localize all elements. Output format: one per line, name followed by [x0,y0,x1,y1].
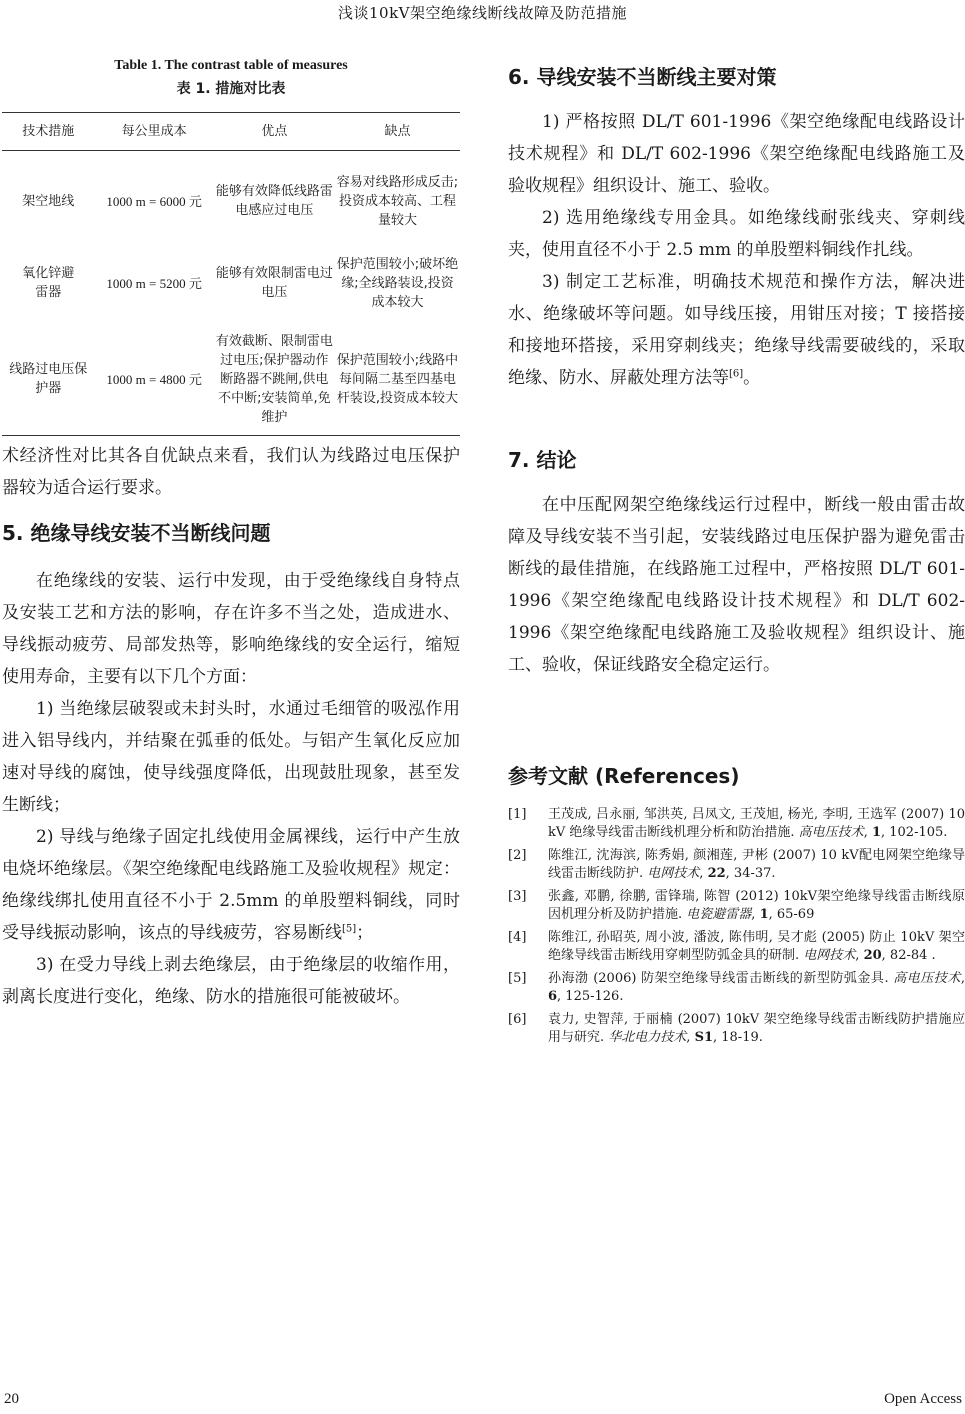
cell-cons: 保护范围较小;破坏绝缘;全线路装设,投资成本较大 [336,256,459,310]
reference-list [508,806,965,1052]
section-6-body [508,106,965,394]
reference-journal: 电瓷避雷器 [686,907,752,922]
reference-journal: 高电压技术 [798,825,864,840]
section-6-item-3-text: 3) 制定工艺标准，明确技术规范和操作方法，解决进水、绝缘破坏等问题。如导线压接，用钳压对接；T 接搭接和接地环搭接，采用穿刺线夹；绝缘导线需要破线的，采取绝缘、防水、屏蔽处理方法等 [508,272,965,388]
cell-cost: 1000 m = 5200 元 [106,275,202,291]
cell-cons: 保护范围较小;线路中每间隔二基至四基电杆装设,投资成本较大 [335,323,460,436]
reference-volume: 1 [759,907,769,922]
reference-volume: 1 [871,825,881,840]
reference-authors: 袁力, 史智萍, 于丽楠 (2007) 10kV 架空绝缘导线雷击断线防护措施应用与研究. [548,1012,965,1045]
continued-paragraph: 术经济性对比其各自优缺点来看，我们认为线路过电压保护器较为适合运行要求。 [2,446,460,498]
cell-measure: 架空地线 [22,193,75,209]
reference-authors: 张鑫, 邓鹏, 徐鹏, 雷锋瑞, 陈智 (2012) 10kV架空绝缘导线雷击断线原因机理分析及防护措施. [548,889,965,922]
references-heading: 参考文献 (References) [508,764,740,788]
section-5-body [2,565,460,1013]
cell-cons: 容易对线路形成反击;投资成本较高、工程量较大 [336,174,459,228]
section-5-item-3: 3) 在受力导线上剥去绝缘层，由于绝缘层的收缩作用，剥离长度进行变化，绝缘、防水的措施很可能被破坏。 [2,955,460,1007]
reference-pages: , 34-37. [725,866,776,881]
table-caption-zh: 表 1. 措施对比表 [176,81,286,97]
reference-item [508,929,965,965]
section-6-item-3-end: 。 [743,368,761,388]
reference-number: [5] [508,971,527,986]
cell-measure: 氧化锌避雷器 [22,266,75,300]
publisher-label: Open Access [884,1391,962,1407]
reference-text: 张鑫, 邓鹏, 徐鹏, 雷锋瑞, 陈智 (2012) 10kV架空绝缘导线雷击断线原因机理分析及防护措施. 电瓷避雷器, 1, 65-69 [548,889,965,922]
reference-volume: 6 [548,989,558,1004]
reference-text: 孙海渤 (2006) 防架空绝缘导线雷击断线的新型防弧金具. 高电压技术, 6, 125-126. [548,971,965,1004]
col-header-measure: 技术措施 [2,113,94,151]
reference-item [508,888,965,924]
reference-volume: 20 [863,948,882,963]
reference-text: 陈维江, 孙昭英, 周小波, 潘波, 陈伟明, 吴才彪 (2005) 防止 10kV 架空绝缘导线雷击断线用穿刺型防弧金具的研制. 电网技术, 20, 82-84 . [548,930,965,963]
section-5-item-2-text: 2) 导线与绝缘子固定扎线使用金属裸线，运行中产生放电烧坏绝缘层。《架空绝缘配电线路施工及验收规程》规定：绝缘线绑扎使用直径不小于 2.5mm 的单股塑料铜线，同时受导线振动影响，该点的导线疲劳，容易断线 [2,827,460,943]
section-6-item-2: 2) 选用绝缘线专用金具。如绝缘线耐张线夹、穿刺线夹，使用直径不小于 2.5 mm 的单股塑料铜线作扎线。 [508,208,965,260]
section-5-item-2 [2,821,460,949]
reference-pages: , 82-84 . [881,948,936,963]
reference-authors: 陈维江, 沈海滨, 陈秀娟, 颜湘莲, 尹彬 (2007) 10 kV配电网架空绝缘导线雷击断线防护. [548,848,965,881]
reference-journal: 高电压技术 [893,971,961,986]
cell-pros: 能够有效降低线路雷电感应过电压 [215,184,333,218]
reference-number: [4] [508,930,527,945]
reference-text: 陈维江, 沈海滨, 陈秀娟, 颜湘莲, 尹彬 (2007) 10 kV配电网架空绝缘导线雷击断线防护. 电网技术, 22, 34-37. [548,848,965,881]
table-row [2,243,460,323]
reference-journal: 电网技术 [803,948,856,963]
reference-item [508,847,965,883]
reference-journal: 华北电力技术 [608,1030,687,1045]
section-6-heading: 6. 导线安装不当断线主要对策 [508,65,777,89]
measures-table [2,112,460,436]
col-header-cost: 每公里成本 [94,113,213,151]
table-header-row [2,113,460,151]
cell-cost: 1000 m = 6000 元 [106,193,202,209]
section-7-heading: 7. 结论 [508,448,577,472]
reference-text: 袁力, 史智萍, 于丽楠 (2007) 10kV 架空绝缘导线雷击断线防护措施应用与研究. 华北电力技术, S1, 18-19. [548,1012,965,1045]
citation-5[interactable]: [5] [342,923,357,935]
section-5-heading: 5. 绝缘导线安装不当断线问题 [2,521,271,545]
reference-authors: 孙海渤 (2006) 防架空绝缘导线雷击断线的新型防弧金具. [548,971,889,986]
section-5-item-1: 1) 当绝缘层破裂或未封头时，水通过毛细管的吸泓作用进入铝导线内，并结聚在弧垂的低处。与铝产生氧化反应加速对导线的腐蚀，使导线强度降低，出现鼓肚现象，甚至发生断线； [2,699,460,815]
reference-volume: 22 [707,866,726,881]
section-5-intro: 在绝缘线的安装、运行中发现，由于受绝缘线自身特点及安装工艺和方法的影响，存在许多不当之处，造成进水、导线振动疲劳、局部发热等，影响绝缘线的安全运行，缩短使用寿命，主要有以下几个方面： [2,571,460,687]
cell-pros: 能够有效限制雷电过电压 [215,266,333,300]
reference-pages: , 18-19. [713,1030,763,1045]
cell-cost: 1000 m = 4800 元 [94,323,213,436]
table-row [2,323,460,436]
citation-6[interactable]: [6] [729,368,744,380]
page-number: 20 [4,1391,19,1407]
reference-pages: , 125-126. [557,989,624,1004]
reference-number: [6] [508,1012,527,1027]
reference-item [508,970,965,1006]
reference-number: [1] [508,807,527,822]
col-header-pros: 优点 [214,113,335,151]
section-6-item-3 [508,266,965,394]
reference-journal: 电网技术 [647,866,700,881]
reference-pages: , 102-105. [881,825,948,840]
cell-pros: 有效截断、限制雷电过电压;保护器动作断路器不跳闸,供电不中断;安装简单,免维护 [214,323,335,436]
reference-text: 王茂成, 吕永丽, 邹洪英, 吕凤文, 王茂旭, 杨光, 李明, 王选军 (2007) 10 kV 绝缘导线雷击断线机理分析和防治措施. 高电压技术, 1, 102-105. [548,807,965,840]
reference-authors: 王茂成, 吕永丽, 邹洪英, 吕凤文, 王茂旭, 杨光, 李明, 王选军 (2007) 10 kV 绝缘导线雷击断线机理分析和防治措施. [548,807,965,840]
reference-number: [2] [508,848,527,863]
section-5-item-2-end: ； [356,923,374,943]
reference-authors: 陈维江, 孙昭英, 周小波, 潘波, 陈伟明, 吴才彪 (2005) 防止 10kV 架空绝缘导线雷击断线用穿刺型防弧金具的研制. [548,930,965,963]
table-row [2,151,460,244]
reference-item [508,1011,965,1047]
reference-pages: , 65-69 [768,907,815,922]
section-7-body: 在中压配网架空绝缘线运行过程中，断线一般由雷击故障及导线安装不当引起，安装线路过电压保护器为避免雷击断线的最佳措施，在线路施工过程中，严格按照 DL/T 601-1996《架空绝缘配电线路设计技术规程》和 DL/T 602-1996《架空绝缘配电线路施工及验收规程》组织设计、施工、验收，保证线路安全稳定运行。 [508,495,965,675]
running-header: 浅谈10kV架空绝缘线断线故障及防范措施 [337,4,627,22]
reference-item [508,806,965,842]
cell-measure: 线路过电压保护器 [2,323,94,436]
col-header-cons: 缺点 [335,113,460,151]
reference-volume: S1 [694,1030,713,1045]
reference-number: [3] [508,889,527,904]
section-6-item-1: 1) 严格按照 DL/T 601-1996《架空绝缘配电线路设计技术规程》和 DL/T 602-1996《架空绝缘配电线路施工及验收规程》组织设计、施工、验收。 [508,112,965,196]
table-caption-en: Table 1. The contrast table of measures [114,58,348,73]
